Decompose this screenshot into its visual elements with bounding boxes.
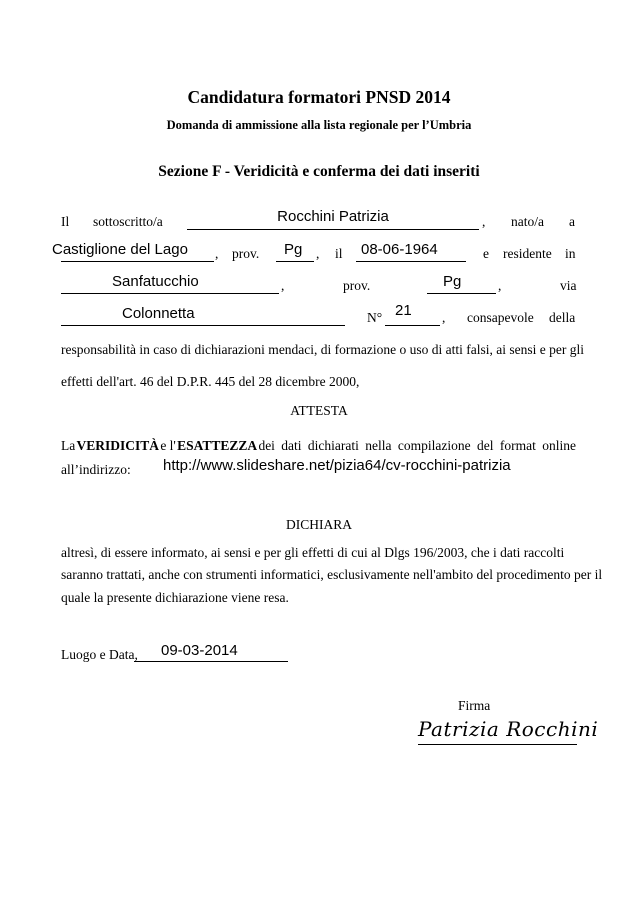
comma: , (482, 214, 486, 229)
comma: , (215, 246, 219, 261)
street-field[interactable]: Colonnetta (122, 305, 195, 322)
birth-date-field[interactable]: 08-06-1964 (361, 241, 438, 258)
label-il: il (335, 246, 343, 261)
label-firma: Firma (458, 698, 491, 713)
residence-prov-underline (427, 293, 496, 294)
label-consapevole: consapevole (467, 310, 534, 325)
label-prov: prov. (232, 246, 260, 261)
text-responsabilita: responsabilità in caso di dichiarazioni mendaci, di formazione o uso di atti falsi, ai sensi e per gli (61, 342, 584, 357)
word-veridicita: VERIDICITÀ (76, 438, 160, 453)
birthplace-underline (61, 261, 214, 262)
street-underline (61, 325, 345, 326)
street-number-underline (385, 325, 440, 326)
label-number: N° (367, 310, 383, 325)
page-title: Candidatura formatori PNSD 2014 (187, 87, 451, 107)
label-della: della (549, 310, 576, 325)
signature-underline (418, 744, 577, 745)
comma: , (281, 278, 285, 293)
label-in: in (565, 246, 576, 261)
label-a: a (569, 214, 575, 229)
residence-underline (61, 293, 279, 294)
label-nato: nato/a (511, 214, 544, 229)
date-field[interactable]: 09-03-2014 (161, 642, 238, 659)
birth-date-underline (356, 261, 466, 262)
text-veridicita-line (61, 438, 576, 454)
text-altresi-3: quale la presente dichiarazione viene resa. (61, 590, 289, 605)
street-number-field[interactable]: 21 (395, 302, 412, 319)
signature: Patrizia Rocchini (418, 717, 599, 741)
word-la: La (61, 438, 76, 453)
text-altresi-1: altresì, di essere informato, ai sensi e per gli effetti di cui al Dlgs 196/2003, che i dati raccolti (61, 545, 565, 560)
comma: , (498, 278, 502, 293)
label-residente: residente (503, 246, 552, 261)
name-field[interactable]: Rocchini Patrizia (277, 208, 389, 225)
label-il: Il (61, 214, 70, 229)
word-esattezza: ESATTEZZA (177, 438, 258, 453)
heading-attesta: ATTESTA (290, 403, 348, 418)
label-prov: prov. (343, 278, 371, 293)
label-sottoscritto: sottoscritto/a (93, 214, 163, 229)
page-subtitle: Domanda di ammissione alla lista regionale per l’Umbria (166, 118, 472, 132)
label-indirizzo: all’indirizzo: (61, 462, 131, 477)
text-effetti: effetti dell'art. 46 del D.P.R. 445 del 28 dicembre 2000, (61, 374, 360, 389)
comma: , (442, 310, 446, 325)
birth-prov-field[interactable]: Pg (284, 241, 303, 258)
comma: , (316, 246, 320, 261)
date-underline (134, 661, 288, 662)
birth-prov-underline (276, 261, 314, 262)
section-title: Sezione F - Veridicità e conferma dei dati inseriti (158, 163, 480, 180)
text-format: dei dati dichiarati nella compilazione del format online (258, 438, 576, 453)
word-e-l: e l' (160, 438, 176, 453)
residence-field[interactable]: Sanfatucchio (112, 273, 199, 290)
name-underline (187, 229, 479, 230)
residence-prov-field[interactable]: Pg (443, 273, 462, 290)
label-via: via (560, 278, 577, 293)
heading-dichiara: DICHIARA (286, 517, 352, 532)
url-link[interactable]: http://www.slideshare.net/pizia64/cv-rocchini-patrizia (163, 457, 511, 474)
label-e: e (483, 246, 489, 261)
label-luogo-data: Luogo e Data, (61, 647, 138, 662)
text-altresi-2: saranno trattati, anche con strumenti informatici, esclusivamente nell'ambito del procedimento per il (61, 567, 603, 582)
birthplace-field[interactable]: Castiglione del Lago (52, 241, 188, 258)
